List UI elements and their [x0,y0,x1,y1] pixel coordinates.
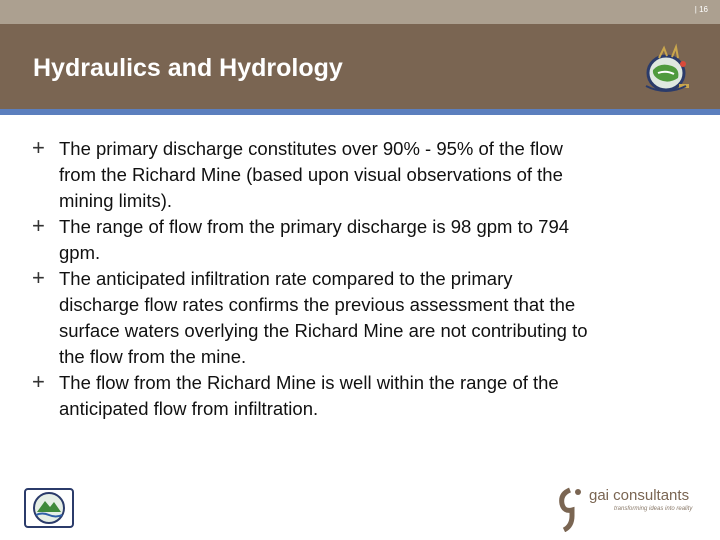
bullet-line: The range of flow from the primary discharge is 98 gpm to 794 [59,216,570,237]
globe-emblem-icon [636,40,696,100]
plus-bullet-icon: + [32,369,45,394]
bullet-item [32,266,697,370]
seal-logo-icon [24,488,74,528]
company-name: gai consultants [589,487,690,504]
company-logo [556,486,706,532]
bullet-item [32,214,697,266]
bullet-item [32,370,697,422]
bullet-line: The anticipated infiltration rate compared to the primary [59,268,513,289]
gai-logo-icon [556,486,586,532]
page-number: | 16 [694,5,708,14]
bullet-line: The flow from the Richard Mine is well within the range of the [59,372,559,393]
bullet-line: discharge flow rates confirms the previous assessment that the [59,294,576,315]
bullet-line: from the Richard Mine (based upon visual observations of the [59,164,563,185]
slide-title: Hydraulics and Hydrology [33,54,343,82]
company-tagline: transforming ideas into reality [614,506,693,512]
bullet-list [32,136,697,422]
bullet-line: the flow from the mine. [59,346,247,367]
bullet-line: surface waters overlying the Richard Mine are not contributing to [59,320,588,341]
top-bar [0,0,720,24]
bullet-line: gpm. [59,242,101,263]
bullet-line: The primary discharge constitutes over 90% - 95% of the flow [59,138,563,159]
bullet-line: mining limits). [59,190,173,211]
bullet-line: anticipated flow from infiltration. [59,398,319,419]
plus-bullet-icon: + [32,135,45,160]
header-accent-line [0,109,720,115]
plus-bullet-icon: + [32,265,45,290]
plus-bullet-icon: + [32,213,45,238]
bullet-item [32,136,697,214]
